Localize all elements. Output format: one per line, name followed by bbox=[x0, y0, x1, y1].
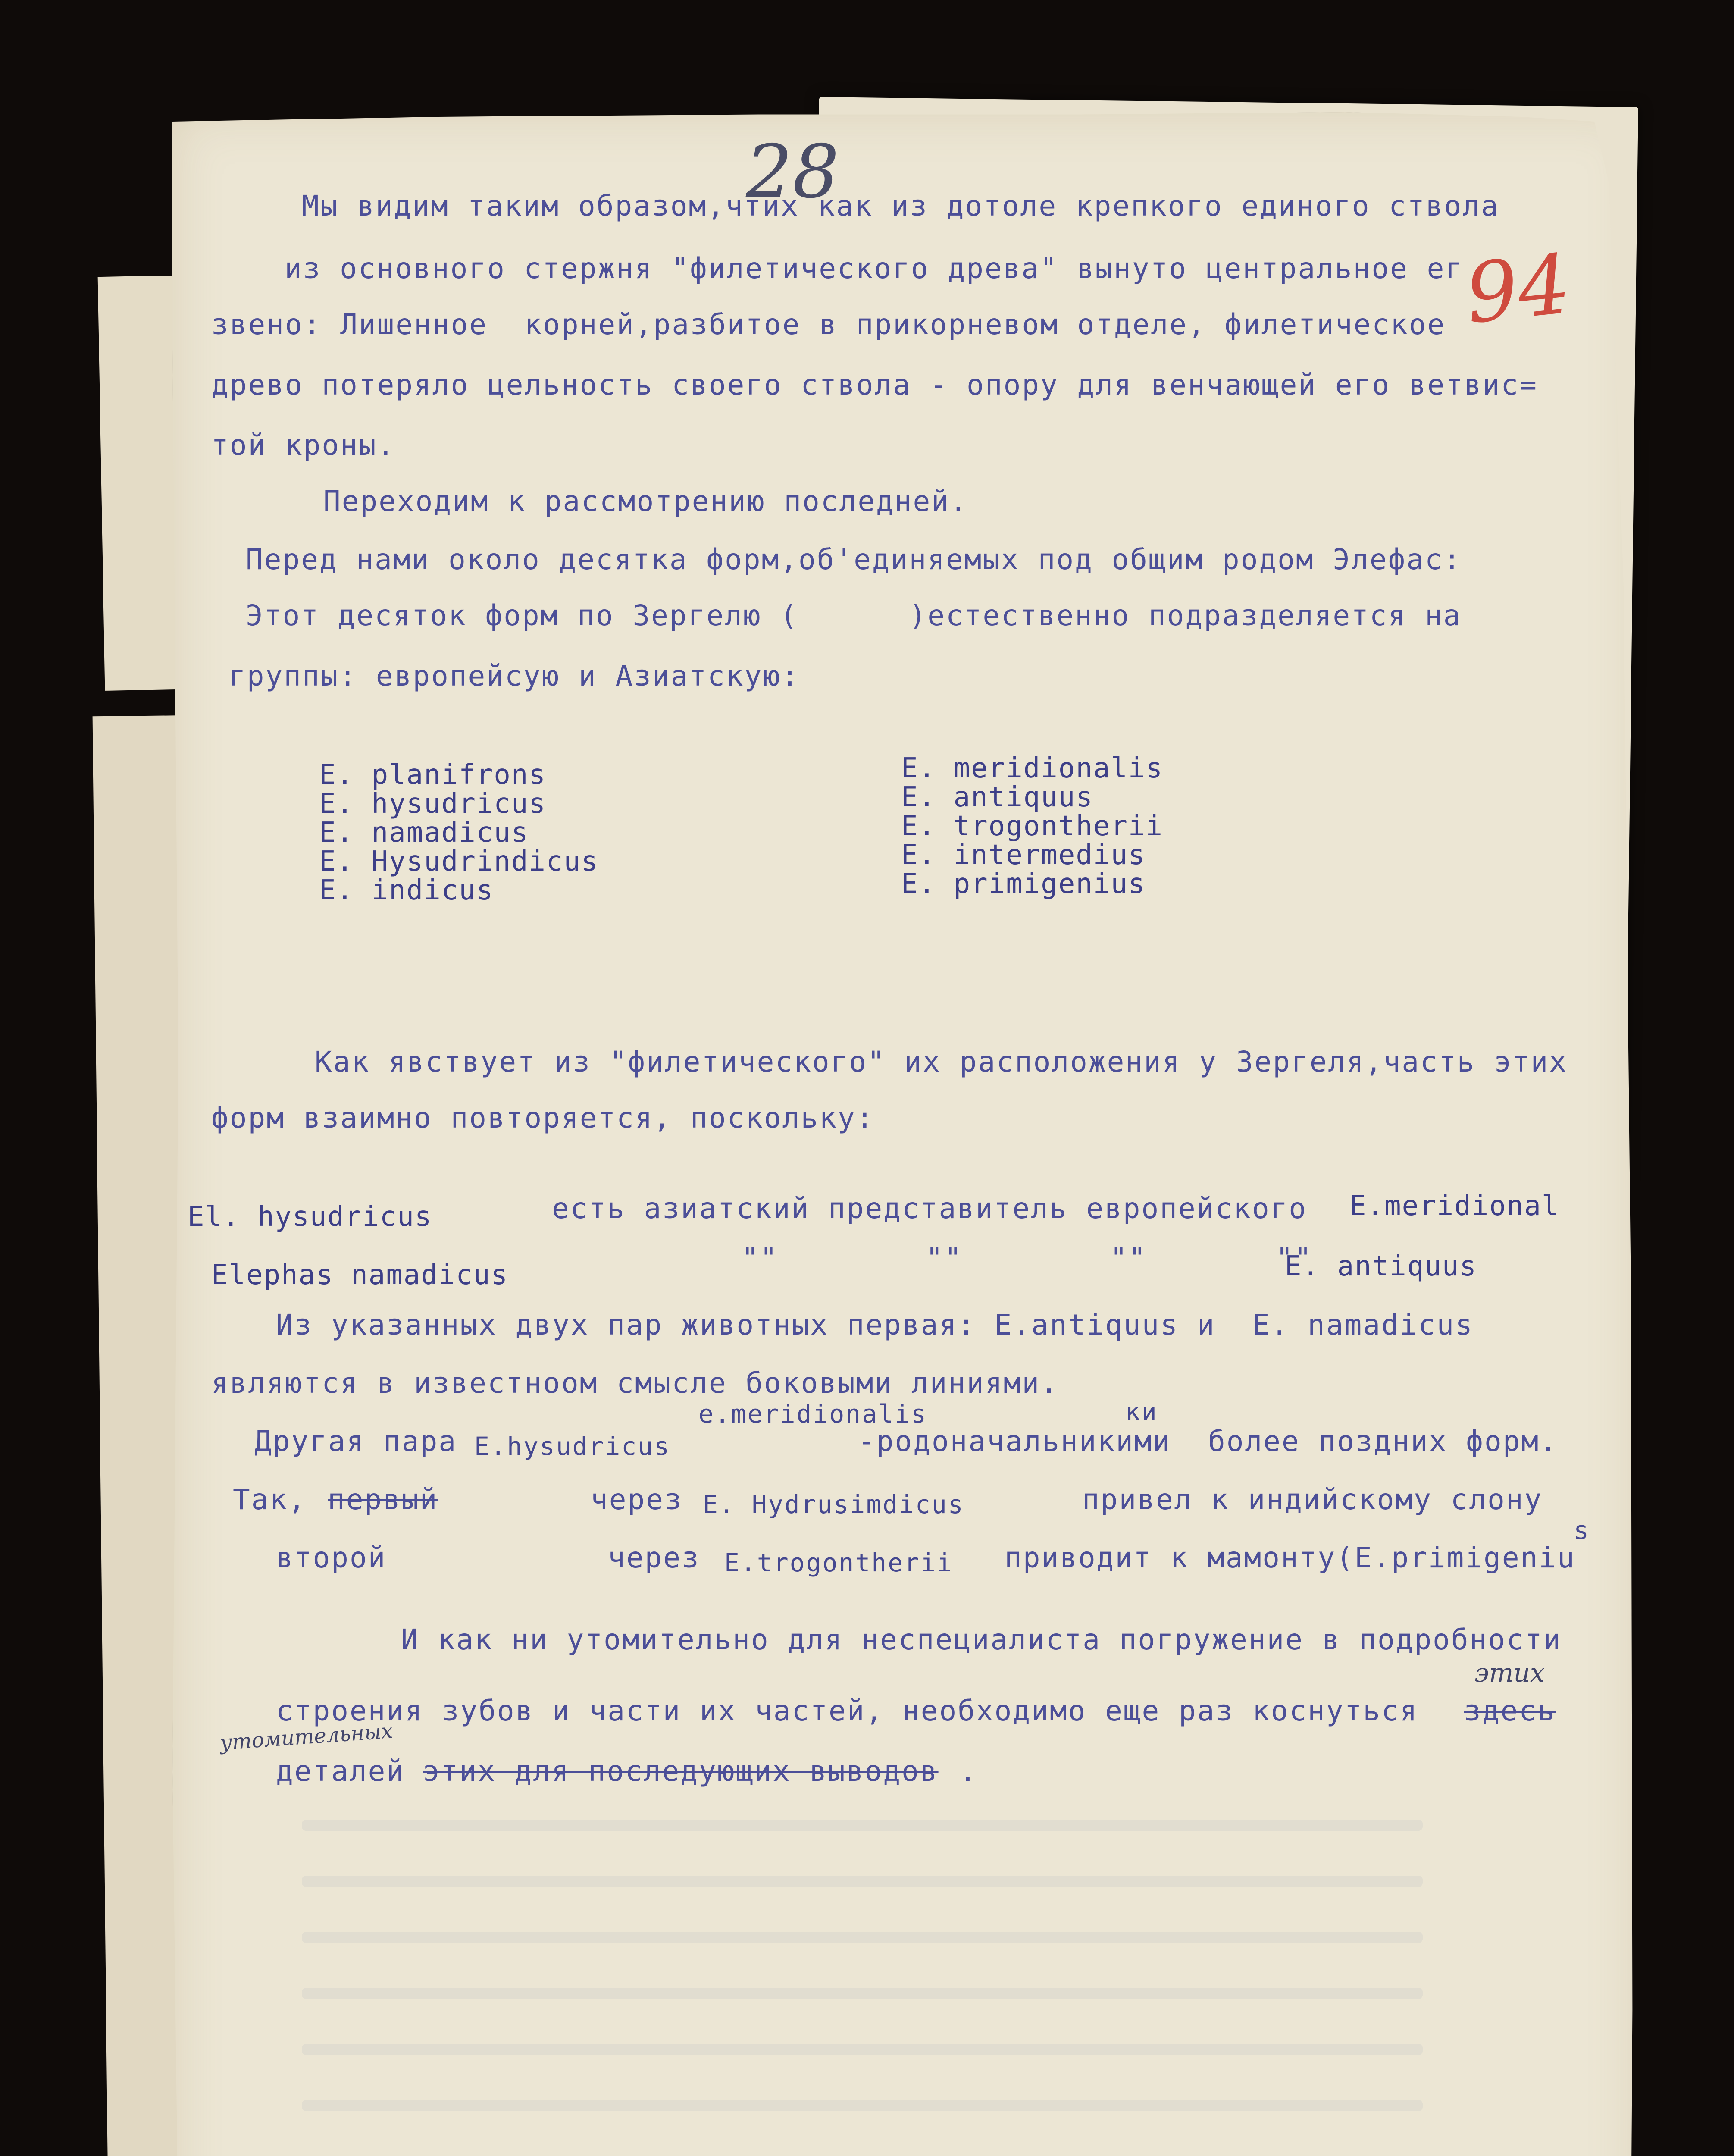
last-line-struck: этих для последующих выводов bbox=[423, 1755, 939, 1788]
paragraph3-line2: Этот десяток форм по Зергелю ( )естественно подразделяется на bbox=[246, 599, 1462, 632]
other-pair-species: E.hysudricus bbox=[474, 1432, 671, 1461]
inserted-ki: ки bbox=[1125, 1397, 1158, 1426]
handwritten-page-number: 28 bbox=[746, 129, 839, 215]
handwritten-margin-insert: утомительных bbox=[219, 1719, 394, 1755]
inserted-meridionalis: e.meridionalis bbox=[698, 1399, 927, 1429]
pair2-left: Elephas namadicus bbox=[211, 1259, 509, 1291]
species-item: E. intermedius bbox=[901, 839, 1146, 871]
pair1-left: El. hysudricus bbox=[188, 1201, 432, 1233]
first-through: через bbox=[591, 1483, 683, 1516]
paragraph1-line4: древо потеряло цельность своего ствола - опору для венчающей его ветвис= bbox=[211, 368, 1538, 401]
bleed-through bbox=[302, 1988, 1423, 1999]
pair1-middle: есть азиатский представитель европейского bbox=[552, 1192, 1308, 1225]
pair1-right: E.meridional bbox=[1349, 1190, 1559, 1222]
first-rest: привел к индийскому слону bbox=[1082, 1483, 1543, 1516]
paragraph5-line2: являются в известноом смысле боковыми линиями. bbox=[211, 1366, 1059, 1400]
second-species: E.trogontherii bbox=[724, 1548, 953, 1577]
bleed-through bbox=[302, 2044, 1423, 2055]
species-item: E. indicus bbox=[319, 874, 494, 906]
species-item: E. antiquus bbox=[901, 781, 1093, 813]
paragraph1-line1: Мы видим таким образом,чтих как из дотоле крепкого единого ствола bbox=[302, 189, 1499, 222]
paragraph6-line2: строения зубов и части их частей, необходимо еще раз коснуться bbox=[276, 1694, 1418, 1727]
first-label: Так, bbox=[233, 1483, 307, 1516]
second-through: через bbox=[608, 1541, 700, 1574]
species-item: E. namadicus bbox=[319, 817, 529, 849]
bleed-through bbox=[302, 1932, 1423, 1943]
handwritten-insert: этих bbox=[1474, 1658, 1545, 1688]
species-item: E. trogontherii bbox=[901, 810, 1163, 842]
first-species: E. Hydrusimdicus bbox=[703, 1490, 964, 1519]
paragraph5-line1: Из указанных двух пар животных первая: E.antiquus и E. namadicus bbox=[276, 1308, 1474, 1341]
species-item: E. planifrons bbox=[319, 759, 546, 791]
struck-zdes: здесь bbox=[1464, 1694, 1556, 1727]
second-suffix: s bbox=[1574, 1516, 1590, 1545]
second-rest: приводит к мамонту(E.primigeniu bbox=[1005, 1541, 1576, 1574]
bleed-through bbox=[302, 2100, 1423, 2111]
paragraph1-line2: из основного стержня "филетического древа" вынуто центральное ег bbox=[285, 252, 1464, 285]
other-pair-rest: -родоначальникими более поздних форм. bbox=[858, 1425, 1558, 1458]
bleed-through bbox=[302, 1820, 1423, 1831]
paragraph1-line3: звено: Лишенное корней,разбитое в прикорневом отделе, филетическое bbox=[211, 308, 1446, 341]
paragraph1-line5: той кроны. bbox=[211, 429, 396, 462]
species-item: E. Hysudrindicus bbox=[319, 846, 599, 877]
paragraph2: Переходим к рассмотрению последней. bbox=[323, 485, 968, 518]
paragraph6-line1: И как ни утомительно для неспециалиста погружение в подробности bbox=[401, 1623, 1562, 1656]
species-item: E. hysudricus bbox=[319, 788, 546, 820]
first-struck: первый bbox=[328, 1483, 438, 1516]
last-line-end: . bbox=[959, 1755, 978, 1788]
species-item: E. primigenius bbox=[901, 868, 1146, 900]
paragraph3-line1: Перед нами около десятка форм,об'единяемых под общим родом Элефас: bbox=[246, 543, 1462, 576]
second-label: второй bbox=[276, 1541, 387, 1574]
pair2-right: E. antiquus bbox=[1285, 1250, 1477, 1282]
paragraph3-line3: группы: европейсую и Азиатскую: bbox=[228, 659, 800, 693]
paragraph4-line1: Как явствует из "филетического" их расположения у Зергеля,часть этих bbox=[315, 1045, 1568, 1078]
paragraph4-line2: форм взаимно повторяется, поскольку: bbox=[211, 1101, 875, 1134]
species-item: E. meridionalis bbox=[901, 752, 1163, 784]
other-pair-label: Другая пара bbox=[254, 1425, 457, 1458]
bleed-through bbox=[302, 1876, 1423, 1887]
pair2-ditto: "" "" "" "" bbox=[742, 1241, 1313, 1275]
archive-number: 94 bbox=[1461, 236, 1575, 342]
last-line-start: деталей bbox=[276, 1755, 405, 1788]
